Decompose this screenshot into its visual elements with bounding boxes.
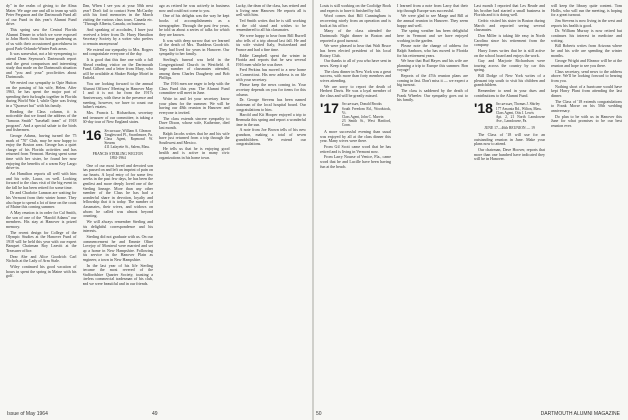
paragraph: The Class of '18 will use for an outstanding reunion in June. Make your plans now to attend. xyxy=(474,132,545,147)
paragraph: Dr. George Stevens has been named chairman of the local hospital board. Our congratulations to him. xyxy=(235,97,306,112)
paragraph: I learned from a note from Larry that their trip through Europe was successful. xyxy=(397,4,468,13)
paragraph: Last month I reported that Les Reade and his brother had started a small business in Florida and it is doing well. xyxy=(474,4,545,18)
paragraph: Word comes that Bill Cunningham is recovering nicely from an operation and is back at his office. xyxy=(320,13,391,28)
paragraph: Lucky, the dean of the class, has retired and is living near Hanover. He reports all is well with him. xyxy=(235,4,306,18)
left-page-columns xyxy=(6,4,306,406)
paragraph: He tells us that he is enjoying good health and is active in many civic organizations in his home town. xyxy=(159,145,230,160)
paragraph: Dr and Charlotte Lamson are waiting for his Vermont from their winter home. They also hope to spend a lot of time on the coast of Maine this coming summer. xyxy=(6,190,77,210)
paragraph: Dr. William Murray is now retired but continues his interest in medicine and writing. xyxy=(551,28,622,43)
paragraph: We hear that Bud Hayes and his wife are planning a trip to Europe this summer. Bon voyage! xyxy=(397,58,468,73)
class-1917-secretary xyxy=(342,102,391,127)
class-1916-secretary xyxy=(104,129,153,149)
paragraph: Fred Perkins has moved to a new home in Connecticut. His new address is on file with your secretary. xyxy=(235,67,306,82)
left-page xyxy=(0,0,313,420)
paragraph: Our chairman, Dave Hoover, reports that more than one hundred have indicated they will be in Hanover. xyxy=(474,147,545,162)
class-agent-address: 411 Lafayette St., Salem, Mass. xyxy=(104,145,150,150)
paragraph: Harold and Kit Hooper enjoyed a trip to Bermuda this spring and report a wonderful time in the sun. xyxy=(235,112,306,127)
paragraph: One of our most loved and devoted son has passed on and left an imprint of pain on our hearts. A loyal entry of for some few weeks in the past few days, he has been the gentlest and more deeply loved one of the Sterling lineage. More than any other member of the Class he has had a wonderful share in devotion, loyalty and fellowship that it is today. The number of classmates, their wives, and widows on whom he called was almost beyond counting. xyxy=(82,162,153,219)
paragraph: Class secretary, send news to the address above. We'll be looking forward to hearing from you. xyxy=(551,68,622,83)
paragraph: It was with deep sorrow that we learned of the death of Mrs. Thaddeus Goodrich. They had lived for years in Hanover. Our sympathy to her family. xyxy=(159,37,230,57)
paragraph: The recent design for College of the Olympic Studies at the Hanover Fund of 1918 will be held this year with our expert Banquet Chairman Roy Leavitt at the Treasurer office. xyxy=(6,229,77,253)
paragraph: Reports of the 47th reunion plans are coming in fast. Don't miss it — we expect a big turnout. xyxy=(397,73,468,88)
paragraph: We are sorry to report the death of Herbert Davis. He was a loyal member of the class and will be greatly missed. xyxy=(320,83,391,98)
secretary-label: Secretary, xyxy=(104,128,122,133)
secretary-address: South Freedom Rd., Woodstock, Vt. xyxy=(341,106,391,115)
paragraph: Harry Jones writes that he is still active on the school board and enjoys the work. xyxy=(474,47,545,58)
right-page xyxy=(314,0,628,420)
left-column-2 xyxy=(83,4,154,406)
paragraph: Please note the change of address for Ralph Sanborn, who has moved to Florida for his retirement years. xyxy=(397,43,468,58)
paragraph: Our thanks to all of you who have sent in news. Keep it up! xyxy=(320,58,391,68)
paragraph: Mrs. Francis L. Richardson, secretary and treasurer of our committee, is taking a 60-day tour of New England states. xyxy=(82,110,153,125)
paragraph: The class is saddened by the death of Frank Wheeler. Our sympathy goes out to his family. xyxy=(397,88,468,103)
paragraph: Sterling's funeral was held in the Congregational Church in Westfield. A large number of classmates attended, among them Charles Daugherty and Bob Phillips. xyxy=(159,57,230,81)
paragraph: Please keep the news coming in. Your secretary depends on you for items for this column. xyxy=(235,82,306,97)
secretary-label: Secretary, xyxy=(495,102,514,107)
paragraph: ago as retired he was actively in business now and could not come to you. xyxy=(159,4,230,13)
left-column-1 xyxy=(6,4,77,406)
paragraph: Guy and Marjorie Richardson were touring across the country by car this spring. xyxy=(474,58,545,73)
paragraph: Louis is still working on the Coolidge Book and expects to have it finished by fall. xyxy=(320,4,391,13)
paragraph: George Adams, having turned the 75 mark of "70" Club, may be now happy to enjoy the Boston area. George has a quiet charge of his Florida activities and has returned from Vermont. Having spent some time with her sister, he found her now enjoying the benefits of a warm Key Largo drive-in. xyxy=(6,132,77,171)
class-agent: Class Agent, Otis J. Lewis xyxy=(495,110,534,115)
secretary-name: Donald Brooks xyxy=(359,102,382,107)
paragraph: Remember to send in your dues and contributions to the Alumni Fund. xyxy=(474,88,545,98)
page-number: 49 xyxy=(152,411,158,417)
paragraph: A note from Joe Brown tells of his new grandson, making a total of seven grandchildren. We extend our congratulations. xyxy=(235,127,306,147)
paragraph: Cedric visited his sister in Boston during March and reported seeing several classmates. xyxy=(474,17,545,33)
right-page-columns xyxy=(320,4,622,406)
paragraph: The 1916 men are eager to help with the Class Fund this year. The Alumni Fund committee will meet in June. xyxy=(159,81,230,96)
class-1916-heading xyxy=(82,126,154,150)
paragraph: And speaking of accolades, I have just received a letter from Dr. Harry Hamilton Secretary Society by a writer who prefers to remain anonymous! xyxy=(82,27,153,46)
paragraph: From Larry Nourse of Venice, Fla., came word that he and Lucille have been having fun at the beach. xyxy=(320,154,391,169)
issue-footer: Issue of May 1964 xyxy=(7,411,48,417)
obituary-years: 1892-1964 xyxy=(109,156,126,161)
paragraph: We will always remember Sterling and his delightful correspondence and his interests. xyxy=(82,218,153,234)
paragraph: From Gil Scott came word that he has retired and is living in Vermont now. xyxy=(320,143,391,154)
paragraph: Ralph Jacobs writes that he and his wife have just returned from a trip through the Southwest and Mexico. xyxy=(159,130,230,145)
paragraph: We were pleased to hear that Walt Bruce has been elected president of his local Rotary Club. xyxy=(320,43,391,58)
left-column-4 xyxy=(236,4,307,406)
right-column-1 xyxy=(320,4,391,406)
secretary-name: William A. Gleason xyxy=(122,128,151,133)
paragraph: Nothing short of a hurricane would have kept Harry Plant from attending the last dinner. xyxy=(551,83,622,98)
paragraph: Dan, When I see you at your 50th next year? Don't fail to contact Sven McCarthy with his fond memories in the March visiting the various class tours. Canada etc. "Through Alberta, Canada, on business. xyxy=(82,4,153,27)
right-column-4 xyxy=(551,4,622,406)
paragraph: A more successful evening than usual was enjoyed by all at the class dinner this year. Many wives were there. xyxy=(320,128,391,144)
paragraph: Ted Smith writes that he is still working at the old stand and wishes to be remembered to all his classmates. xyxy=(235,17,306,33)
left-column-3 xyxy=(159,4,230,406)
paragraph: Bill Dodge of New York writes of a pleasant trip south to visit his children and grandchildren. xyxy=(474,73,545,88)
class-agent: Class Agent, John C. Marvin xyxy=(341,114,384,119)
paragraph: We were glad to see Marge and Bill at the annual reunion in Hanover. They seem happy and well. xyxy=(397,13,468,28)
class-year-1918: '18 xyxy=(474,100,493,117)
obituary-heading xyxy=(83,152,154,160)
paragraph: will keep the library quite content. Tom Hollis, who will run the meeting, is hoping for a great turnout. xyxy=(551,4,622,18)
paragraph: Sterling did not graduate with us. On our commencement he and Emmie Oline Lovejoy of Montreal were married and set up a home in New Hampshire. Following his service in the Hanover Plain as engineer, a town in New Hampshire. xyxy=(82,233,153,262)
paragraph: Jim Stevens is now living in the west and reports his health is good. xyxy=(551,17,622,28)
class-year-1917: '17 xyxy=(320,100,339,117)
class-agent-address: 23 Smith St., West Hartford, Conn. xyxy=(341,118,391,127)
secretary-address: 177 Ansonia Rd., Wilton, Mass. xyxy=(495,106,542,111)
paragraph: dy" in the realm of giving to the Alma Mater. We urge one and all to team up with Peter Ferguson and the Dartmouth Fund all of our Fund in this year's Alumni Fund drive. xyxy=(6,4,77,27)
class-agent-address: Apt. 2, 21 North Lansdowne Ave., Lansdowne, Pa. xyxy=(495,114,545,123)
class-1918-secretary xyxy=(496,102,545,122)
paragraph: We envied our sympathy to Opie Hutton on the passing of his wife, Helen. After 1963, he has spent the major part of spending their furloughs together in Florida during World War I, while Opie was living in a "Quonset hut" with his family. xyxy=(6,80,77,109)
class-1917-heading xyxy=(320,102,391,127)
class-agent: Class Agent, Raymond W. Stearns xyxy=(104,136,153,146)
paragraph: George Wright and Eleanor will be at the reunion and hope to see you there. xyxy=(551,58,622,68)
paragraph: It was somewhat, not a bit-eyeopening to attend Dean Seymour's Dartmouth report and the great comparison and interesting study that made on the Dartmouth situation and "you and your" proclivities about Dartmouth. xyxy=(6,51,77,80)
paragraph: The Class of '18 extends congratulations to Frank Morse on his 50th wedding anniversary. xyxy=(551,98,622,113)
paragraph: In the last year of his life Sterling became the most revered of the Staffordshire Quarter Society, toasting a tireless commercial tradesman of his club, and we were beautiful and in our friends. xyxy=(82,262,153,287)
paragraph: Bill Roberts writes from Arizona where he and his wife are spending the winter months. xyxy=(551,43,622,58)
reunion-notice: JUNE 17—46th REUNION — 19 xyxy=(484,125,535,130)
paragraph: Write in and let your secretary know your plans for the summer. We will be having our 48th reunion in Hanover and everyone is invited. xyxy=(159,96,230,115)
paragraph: We were happy to hear from Bill Burrell who tells of a trip abroad last fall. He and his wife visited Italy, Switzerland and France and had a fine time. xyxy=(235,32,306,52)
paragraph: Reading the Class column, it is noticeable that we found the address of the "famous Smith" "baseball team" of 1918 program". And a special salute to the birds and fishermen. xyxy=(6,108,77,133)
paragraph: We extend our sympathy to Mrs. Rogers and congratulate everyone of the day. xyxy=(82,46,153,57)
paragraph: Eddie Campbell spent the winter in Florida and reports that he saw several 1916 men while he was there. xyxy=(235,52,306,67)
secretary-name: Thomas J. Shirley xyxy=(513,102,540,107)
paragraph: Dear Abe and Alice Goodrich Carl Nichols at the Lady of Arm Stale. xyxy=(6,253,77,264)
paragraph: One of his delights was the way he kept books of accomplishments as a stenographer. Through the past few years, he told us about a series of talks for which they are known. xyxy=(159,13,230,37)
secretary-address: Tanglewood Pl., Swarthmore, Pa. xyxy=(104,132,153,137)
paragraph: Do plan to be with us in Hanover this June for what promises to be our best reunion ever. xyxy=(551,113,622,128)
secretary-label: Secretary, xyxy=(341,102,360,107)
paragraph: The spring weather has been delightful here in Vermont and we have enjoyed working in the garden. xyxy=(397,28,468,43)
paragraph: Wiley continued his good vacation of hours in spent the spring in Maine with his golf. xyxy=(6,264,77,279)
paragraph: A May reunion is in order for Cal Smith, the son of one of the "Harold Adams" our members. His stay at Hanover is prized memory. xyxy=(6,210,77,229)
paragraph: The class dinner in New York was a great success, with more than forty members and wives attending. xyxy=(320,68,391,83)
paragraph: You are looking forward to the annual Alumni Officers' Meeting in Hanover May 1 and it is not far from the 1917s Anniversary, with these in the presence and meeting, however, we have to count our father's estates. xyxy=(82,81,153,110)
paragraph: Art Hamilton reports all well with him and his wife, Laura, on well. Looking forward to the class visit of the big event in the fall he has been retired for some time. xyxy=(6,170,77,190)
page-number: 50 xyxy=(316,411,322,417)
paragraph: Many of the class attended the Dartmouth Night dinner in Boston and reported a good turnout. xyxy=(320,28,391,43)
right-column-3 xyxy=(474,4,545,406)
magazine-footer: DARTMOUTH ALUMNI MAGAZINE xyxy=(540,411,620,417)
class-1918-heading xyxy=(474,102,545,122)
paragraph: Don Miller is taking life easy in North Carolina since his retirement from the company. xyxy=(474,32,545,48)
class-year-1916: '16 xyxy=(82,126,102,143)
paragraph: It is good that this fine one with a full Ahead reading visitor on the Dartmouth Fund. Gilbert and a letter from Mary, who will be available at Shaker Bridge Motel in Enfield. xyxy=(82,57,153,81)
paragraph: The class extends sincere sympathy to Dave Dixon, whose wife, Katherine, died last month. xyxy=(159,115,230,130)
right-column-2 xyxy=(397,4,468,406)
paragraph: This spring saw the Central Florida Alumni Dinner in which we were exposed to John Hoefs from his home gardening as of us with their accustomed gracefulness in good Park-Orlando-Winter Park areas. xyxy=(6,27,77,51)
obituary-name: FRANCIS STERLING WELTON xyxy=(92,152,143,157)
